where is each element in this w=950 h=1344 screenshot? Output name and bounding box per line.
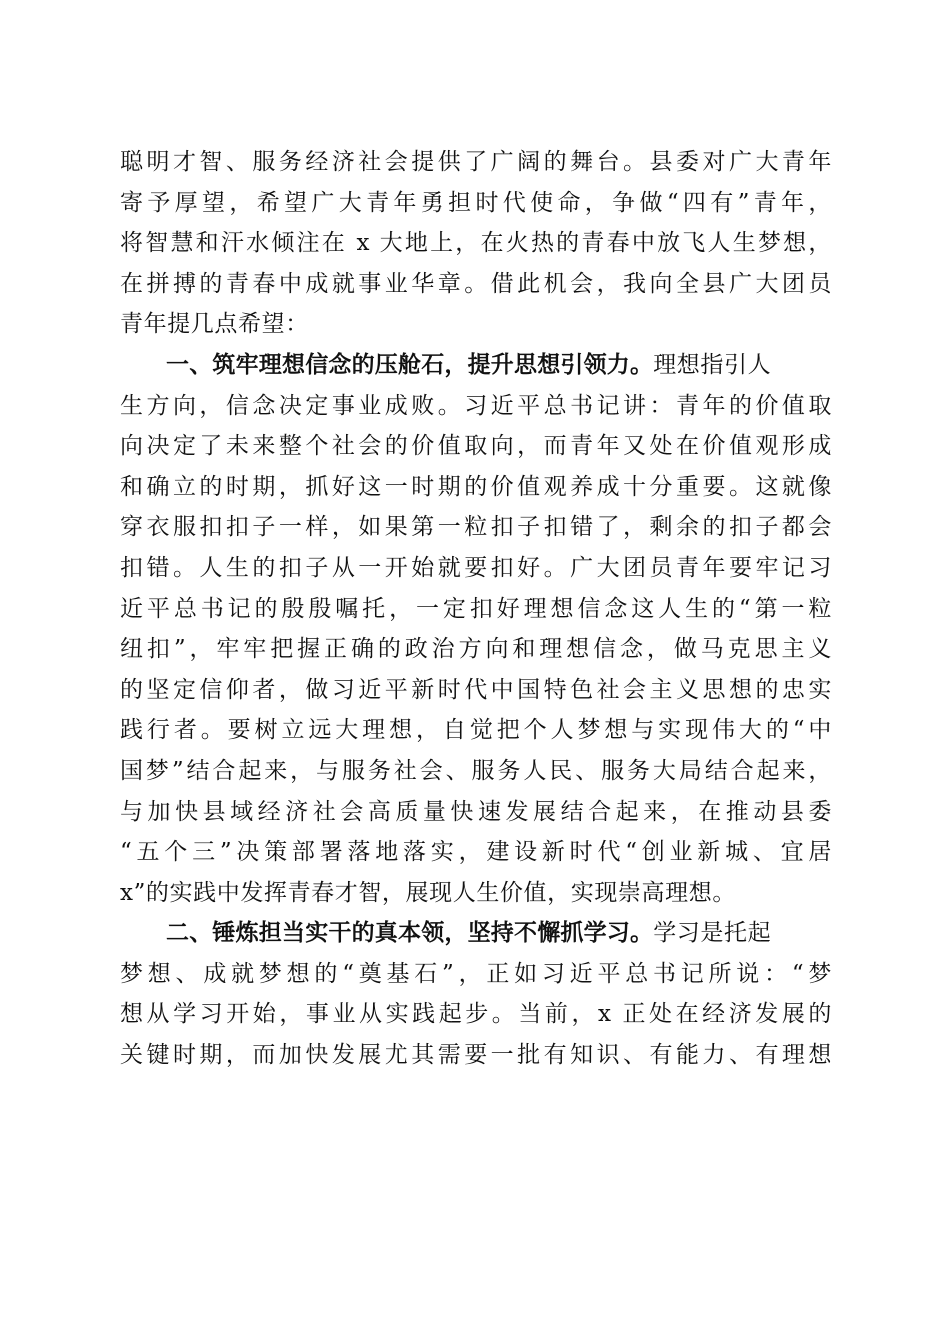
intro-paragraph	[120, 142, 832, 345]
text-line: 的坚定信仰者，做习近平新时代中国特色社会主义思想的忠实	[120, 676, 832, 703]
text-line: 扣错。人生的扣子从一开始就要扣好。广大团员青年要牢记习	[120, 554, 832, 581]
text-line: 聪明才智、服务经济社会提供了广阔的舞台。县委对广大青年	[120, 149, 832, 175]
text-line: 在拼搏的青春中成就事业华章。借此机会，我向全县广大团员	[120, 270, 832, 297]
text-line: 践行者。要树立远大理想，自觉把个人梦想与实现伟大的“中	[120, 717, 832, 744]
text-line: 向决定了未来整个社会的价值取向，而青年又处在价值观形成	[120, 433, 832, 460]
text-line: 国梦”结合起来，与服务社会、服务人民、服务大局结合起来，	[120, 757, 832, 784]
section-1-heading: 一、筑牢理想信念的压舱石，提升思想引领力。	[166, 351, 654, 378]
text-line: 将智慧和汗水倾注在 x 大地上，在火热的青春中放飞人生梦想，	[120, 230, 832, 257]
text-line: x”的实践中发挥青春才智，展现人生价值，实现崇高理想。	[120, 879, 736, 906]
section-2-heading: 二、锤炼担当实干的真本领，坚持不懈抓学习。	[166, 920, 654, 947]
text-line: 关键时期，而加快发展尤其需要一批有知识、有能力、有理想	[120, 1042, 832, 1069]
section-2-paragraph	[120, 913, 832, 1075]
text-line: 青年提几点希望：	[120, 311, 309, 338]
section-1-paragraph	[120, 345, 832, 913]
text-line: 纽扣”，牢牢把握正确的政治方向和理想信念，做马克思主义	[120, 636, 832, 663]
text-line: 与加快县域经济社会高质量快速发展结合起来，在推动县委	[120, 798, 832, 825]
text-line: 梦想、成就梦想的“奠基石”，正如习近平总书记所说：“梦	[120, 960, 832, 987]
text-line: “五个三”决策部署落地落实，建设新时代“创业新城、宜居	[120, 839, 832, 866]
section-2-first-line	[120, 913, 832, 954]
section-1-first-line	[120, 345, 832, 386]
text-line: 和确立的时期，抓好这一时期的价值观养成十分重要。这就像	[120, 473, 832, 500]
text-line: 想从学习开始，事业从实践起步。当前，x 正处在经济发展的	[120, 1001, 832, 1028]
section-2-lead-text: 学习是托起	[653, 920, 772, 947]
text-line: 近平总书记的殷殷嘱托，一定扣好理想信念这人生的“第一粒	[120, 595, 832, 622]
text-line: 寄予厚望，希望广大青年勇担时代使命，争做“四有”青年，	[120, 189, 832, 216]
text-line: 穿衣服扣扣子一样，如果第一粒扣子扣错了，剩余的扣子都会	[120, 514, 832, 541]
document-page	[120, 142, 832, 1076]
section-1-lead-text: 理想指引人	[653, 351, 772, 378]
text-line: 生方向，信念决定事业成败。习近平总书记讲：青年的价值取	[120, 392, 832, 419]
